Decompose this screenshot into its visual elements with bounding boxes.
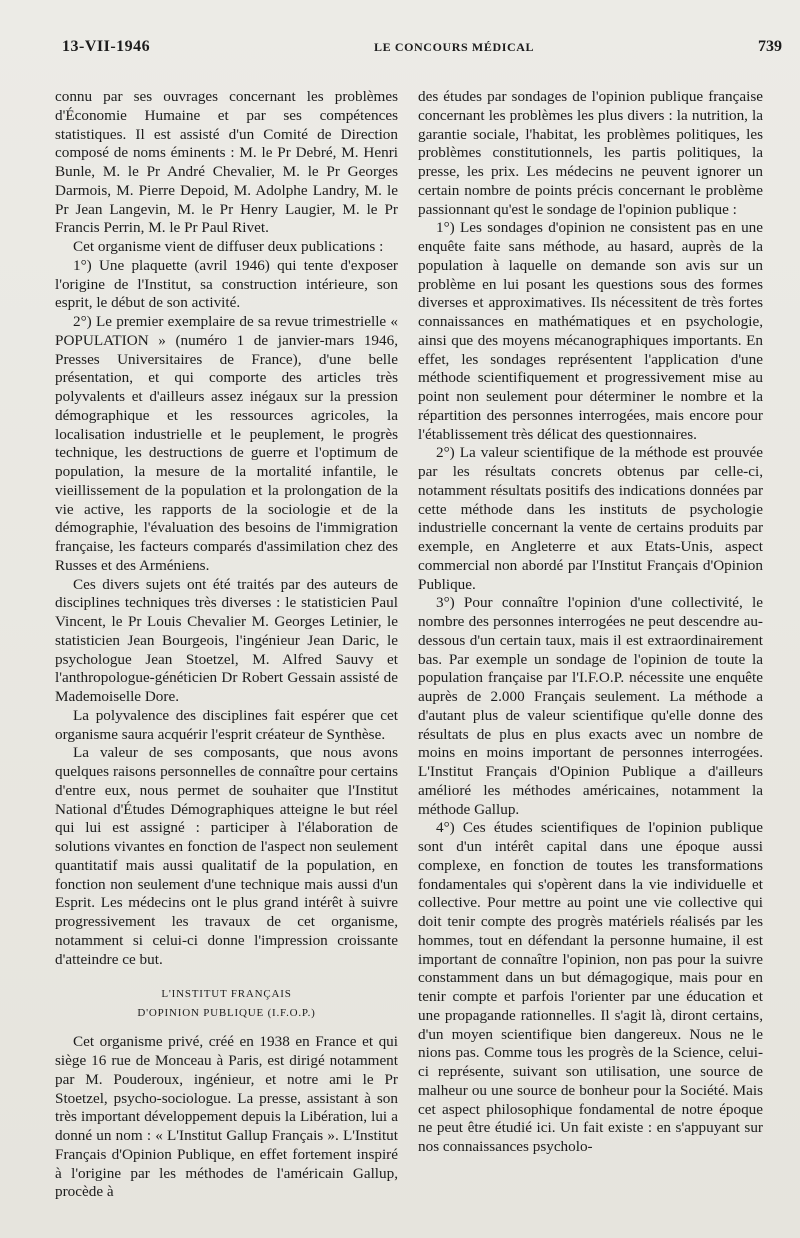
paragraph: La polyvalence des disciplines fait espérer que cet organisme saura acquérir l'esprit créateur de Synthèse. [55,706,398,743]
paragraph: Cet organisme privé, créé en 1938 en France et qui siège 16 rue de Monceau à Paris, est dirigé notamment par M. Pouderoux, ingénieur, et notre ami le Pr Stoetzel, psycho-sociologue. La presse, assistant à son très important développement depuis la Libération, lui a donné un nom : « L'Institut Gallup Français ». L'Institut Français d'Opinion Publique, en effet fortement inspiré à l'origine par les méthodes de l'américain Gallup, procède à [55,1033,398,1201]
page-number: 739 [757,38,782,55]
paragraph: 1°) Une plaquette (avril 1946) qui tente d'exposer l'origine de l'Institut, sa construction intérieure, son esprit, le début de son activité. [55,256,398,312]
section-title [55,985,398,1023]
paragraph: 2°) Le premier exemplaire de sa revue trimestrielle « POPULATION » (numéro 1 de janvier-mars 1946, Presses Universitaires de France), d'une belle présentation, et qui comporte des articles très polyvalents et d'ailleurs assez inégaux sur la pression démographique et les ressources agricoles, la localisation industrielle et le peuplement, le progrès technique, les destructions de guerre et l'optimum de population, la mesure de la mortalité infantile, le vieillissement de la population et la prolongation de la vie active, les rapports de la sociologie et de la démographie, l'évaluation des besoins de l'immigration française, les facteurs comparés d'assimilation chez des Russes et des Arméniens. [55,313,398,574]
paragraph: connu par ses ouvrages concernant les problèmes d'Économie Humaine et par ses compétences statistiques. Il est assisté d'un Comité de Direction composé de noms éminents : M. le Pr Debré, M. Henri Bunle, M. le Pr André Chevalier, M. le Pr Georges Darmois, M. Pierre Depoid, M. Adolphe Landry, M. le Pr Jean Langevin, M. le Pr Henry Laugier, M. le Pr Francis Perrin, M. le Pr Paul Rivet. [55,88,398,237]
paragraph: Cet organisme vient de diffuser deux publications : [73,238,384,255]
paragraph: La valeur de ses composants, que nous avons quelques raisons personnelles de connaître pour certains d'entre eux, nous permet de souhaiter que l'Institut National d'Études Démographiques atteigne le but réel qui lui est assigné : participer à l'élaboration de solutions vivantes en fonction de l'aspect non seulement quantitatif mais aussi qualitatif de la population, en fonction non seulement d'une technique mais aussi d'un Esprit. Les médecins ont le plus grand intérêt à suivre progressivement les travaux de cet organisme, notamment si celui-ci donne l'impression croissante d'atteindre ce but. [55,744,398,968]
section-title-line: D'OPINION PUBLIQUE (I.F.O.P.) [137,1007,316,1020]
section-title-line: L'INSTITUT FRANÇAIS [161,988,292,1001]
left-column [55,88,398,1202]
issue-date: 13-VII-1946 [62,38,151,55]
running-header [62,38,782,64]
paragraph: 3°) Pour connaître l'opinion d'une collectivité, le nombre des personnes interrogées ne peut descendre au-dessous d'un certain taux, mais il est extraordinairement bas. Par exemple un sondage de l'opinion de toute la population française par l'I.F.O.P. nécessite une enquête auprès de 2.000 Français seulement. La méthode a d'autant plus de valeur scientifique qu'elle donne des résultats de plus en plus exacts avec un nombre de moins en moins important de personnes interrogées. L'Institut Français d'Opinion Publique a d'ailleurs amélioré les méthodes américaines, notamment la méthode Gallup. [418,594,763,818]
paragraph: des études par sondages de l'opinion publique française concernant les problèmes les plus divers : la nutrition, la garantie sociale, l'habitat, les problèmes politiques, les problèmes constitutionnels, les partis politiques, la presse, les prix. Les médecins ne peuvent ignorer un certain nombre de points précis concernant le problème passionnant qu'est le sondage de l'opinion publique : [418,88,763,218]
right-column [418,88,763,1157]
paragraph: 4°) Ces études scientifiques de l'opinion publique sont d'un intérêt capital dans une époque aussi complexe, en fonction de toutes les transformations fondamentales qui s'opèrent dans la vie individuelle et collective. Pour mettre au point une vie collective qui doit tenir compte des progrès matériels réalisés par les hommes, tout en défendant la personne humaine, il est important de connaître l'opinion, non pas pour la suivre constamment dans un but démagogique, mais pour en tenir compte et parfois l'orienter par une éducation et une propagande rationnelles. Il s'agit là, diront certains, d'un moyen scientifique bien dangereux. Nous ne le nions pas. Comme tous les progrès de la Science, celui-ci représente, suivant son utilisation, une source de malheur ou une source de bonheur pour la Société. Mais cet aspect philosophique fondamental de notre époque ne peut être étudié ici. Un fait existe : en s'appuyant sur nos connaissances psycholo- [418,819,763,1155]
paragraph: Ces divers sujets ont été traités par des auteurs de disciplines techniques très diverses : le statisticien Paul Vincent, le Pr Louis Chevalier M. Georges Letinier, le statisticien Jean Bourgeois, l'ingénieur Jean Daric, le psychologue Jean Stoetzel, M. Alfred Sauvy et l'anthropologue-généticien Dr Robert Gessain assisté de Mademoiselle Dore. [55,575,398,705]
paragraph: 1°) Les sondages d'opinion ne consistent pas en une enquête faite sans méthode, au hasard, auprès de la population à laquelle on demande son avis sur un problème en lui posant les questions sous des formes diverses et approximatives. Ils nécessitent de très fortes connaissances en mathématiques et en psychologie, ainsi que des moyens mécanographiques importants. En effet, les sondages représentent l'application d'une méthode scientifiquement et progressivement mise au point non seulement pour déterminer le nombre et la répartition des personnes interrogées, mais encore pour l'établissement très délicat des questionnaires. [418,219,763,443]
journal-title: LE CONCOURS MÉDICAL [374,40,535,54]
paragraph: 2°) La valeur scientifique de la méthode est prouvée par les résultats concrets obtenus par celle-ci, notamment résultats positifs des indications données par cette méthode dans les instituts de psychologie industrielle concernant la vente de certains produits par exemple, en Angleterre et aux Etats-Unis, aspect commercial non abordé par l'Institut Français d'Opinion Publique. [418,444,763,593]
